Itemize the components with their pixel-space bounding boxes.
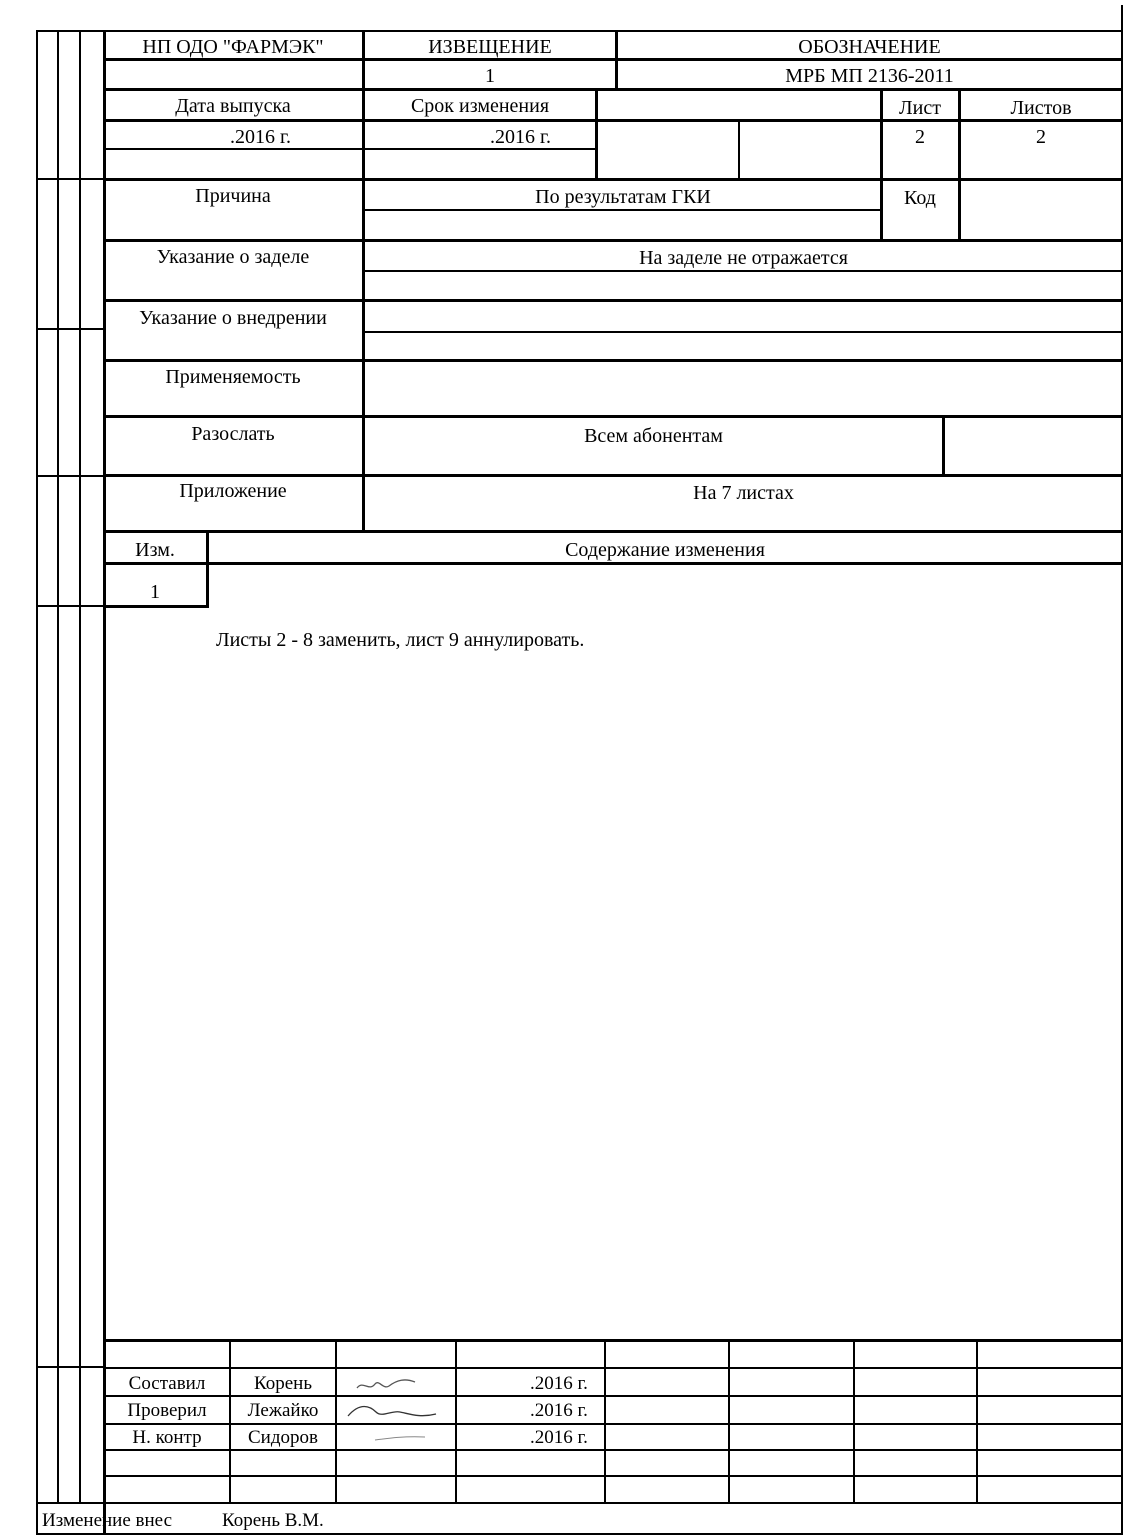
issue-date-label: Дата выпуска <box>175 95 291 117</box>
sig-line <box>103 1367 1123 1369</box>
margin-mark <box>36 1366 104 1368</box>
field-line <box>103 415 1123 418</box>
sig-role: Н. контр <box>132 1427 202 1448</box>
field-line <box>365 270 1122 272</box>
sig-col-divider <box>455 1340 457 1503</box>
reason-value: По результатам ГКИ <box>535 186 711 208</box>
attachment-value: На 7 листах <box>693 482 794 504</box>
change-deadline-label: Срок изменения <box>410 95 550 117</box>
notice-number: 1 <box>485 65 495 87</box>
field-line <box>103 359 1123 362</box>
sheet-value: 2 <box>915 126 925 148</box>
frame-left <box>36 30 38 1535</box>
change-number-label: Изм. <box>135 539 175 561</box>
sig-line <box>103 1339 1123 1342</box>
distribute-label: Разослать <box>191 423 275 445</box>
frame-bottom <box>36 1533 1123 1535</box>
sig-line <box>103 1423 1123 1425</box>
header-col-divider <box>738 120 740 179</box>
margin-mark <box>36 178 104 180</box>
applicability-label: Применяемость <box>165 366 301 388</box>
header-line <box>103 178 1123 181</box>
sig-col-divider <box>604 1340 606 1503</box>
sheet-label: Лист <box>899 97 941 119</box>
sig-date: .2016 г. <box>530 1373 588 1394</box>
change-header-line <box>103 562 1123 565</box>
margin-mark <box>36 328 104 330</box>
margin-mark <box>36 605 104 607</box>
designation-value: МРБ МП 2136-2011 <box>785 65 954 87</box>
margin-line-1 <box>57 30 59 1503</box>
footer-label: Изменение внес <box>42 1510 173 1531</box>
sig-date: .2016 г. <box>530 1427 588 1448</box>
field-line <box>365 331 1122 333</box>
change-deadline-value: .2016 г. <box>490 126 551 148</box>
margin-line-2 <box>79 30 81 1503</box>
distribute-value: Всем абонентам <box>584 425 723 447</box>
backlog-label: Указание о заделе <box>156 246 310 268</box>
signature-image <box>340 1398 440 1424</box>
sig-role: Проверил <box>127 1400 207 1421</box>
change-text: Листы 2 - 8 заменить, лист 9 аннулировать. <box>216 629 585 651</box>
frame-top <box>36 30 1123 32</box>
signature-image <box>345 1428 445 1448</box>
change-number-box-bottom <box>103 605 209 608</box>
attachment-label: Приложение <box>179 480 287 502</box>
sheets-value: 2 <box>1036 126 1046 148</box>
reason-label: Причина <box>195 185 271 207</box>
sig-role: Составил <box>128 1373 206 1394</box>
sig-name: Корень <box>254 1373 312 1394</box>
sheets-label: Листов <box>1010 97 1072 119</box>
change-number: 1 <box>150 581 160 603</box>
sig-name: Лежайко <box>247 1400 319 1421</box>
field-col-divider <box>942 418 945 475</box>
sig-col-divider <box>853 1340 855 1503</box>
notice-label: ИЗВЕЩЕНИЕ <box>428 36 552 58</box>
field-line <box>103 299 1123 302</box>
margin-mark <box>36 475 104 477</box>
frame-right <box>1121 5 1123 1535</box>
footer-name: Корень В.М. <box>222 1510 324 1531</box>
footer-divider <box>36 1502 1123 1504</box>
sig-date: .2016 г. <box>530 1400 588 1421</box>
field-line <box>103 474 1123 477</box>
header-line <box>103 88 1123 91</box>
backlog-value: На заделе не отражается <box>639 247 848 269</box>
signature-image <box>345 1370 445 1398</box>
change-content-label: Содержание изменения <box>565 539 765 561</box>
organization-name: НП ОДО "ФАРМЭК" <box>142 36 324 58</box>
field-line <box>365 209 881 211</box>
designation-label: ОБОЗНАЧЕНИЕ <box>798 36 941 58</box>
implementation-label: Указание о внедрении <box>139 307 327 329</box>
sig-line <box>103 1475 1123 1477</box>
field-line <box>103 530 1123 533</box>
sig-col-divider <box>335 1340 337 1503</box>
issue-date-value: .2016 г. <box>230 126 291 148</box>
sig-col-divider <box>976 1340 978 1503</box>
header-col-divider <box>595 90 598 179</box>
sig-col-divider <box>728 1340 730 1503</box>
field-line <box>103 239 1123 242</box>
code-label: Код <box>904 187 936 209</box>
sig-name: Сидоров <box>248 1427 318 1448</box>
